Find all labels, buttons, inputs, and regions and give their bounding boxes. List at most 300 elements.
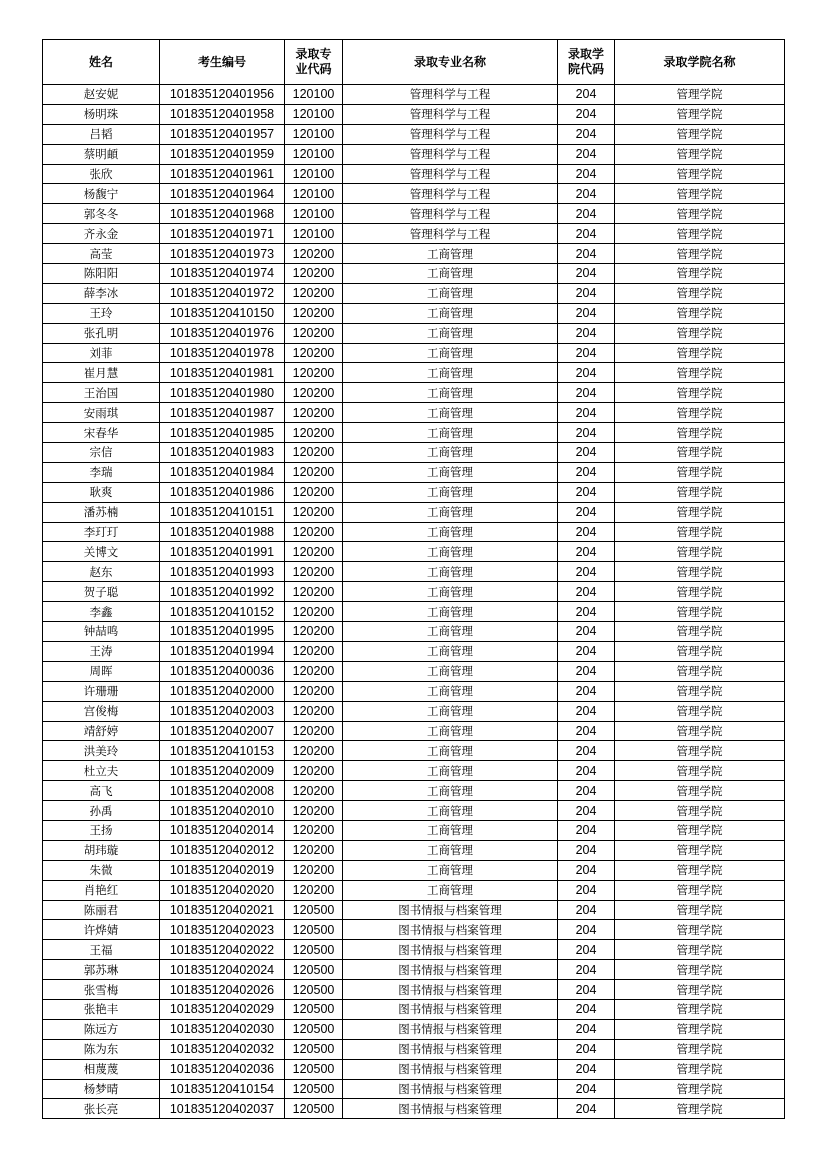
college-name-cell: 管理学院: [615, 104, 785, 124]
name-cell: 郭冬冬: [43, 204, 160, 224]
admission-table: [42, 39, 785, 1119]
college-name-cell: 管理学院: [615, 224, 785, 244]
candidate-id-cell: 101835120402037: [160, 1099, 285, 1119]
table-row: [43, 1059, 785, 1079]
major-code-cell: 120200: [285, 582, 343, 602]
major-name-cell: 工商管理: [343, 264, 558, 284]
candidate-id-cell: 101835120401973: [160, 244, 285, 264]
major-name-cell: 工商管理: [343, 522, 558, 542]
major-code-cell: 120200: [285, 383, 343, 403]
table-row: [43, 1079, 785, 1099]
table-row: [43, 224, 785, 244]
major-name-cell: 管理科学与工程: [343, 224, 558, 244]
name-cell: 张雪梅: [43, 980, 160, 1000]
table-row: [43, 781, 785, 801]
college-code-cell: 204: [558, 323, 615, 343]
table-row: [43, 462, 785, 482]
table-row: [43, 940, 785, 960]
candidate-id-cell: 101835120402022: [160, 940, 285, 960]
table-row: [43, 283, 785, 303]
name-cell: 陈阳阳: [43, 264, 160, 284]
major-code-cell: 120200: [285, 681, 343, 701]
college-name-cell: 管理学院: [615, 781, 785, 801]
name-cell: 王玲: [43, 303, 160, 323]
table-row: [43, 602, 785, 622]
major-name-cell: 图书情报与档案管理: [343, 1039, 558, 1059]
major-code-cell: 120200: [285, 343, 343, 363]
major-code-cell: 120200: [285, 283, 343, 303]
table-row: [43, 999, 785, 1019]
college-name-cell: 管理学院: [615, 940, 785, 960]
major-code-cell: 120200: [285, 661, 343, 681]
name-cell: 崔月慧: [43, 363, 160, 383]
major-name-cell: 工商管理: [343, 741, 558, 761]
candidate-id-cell: 101835120402012: [160, 840, 285, 860]
name-cell: 高莹: [43, 244, 160, 264]
college-code-cell: 204: [558, 860, 615, 880]
major-code-cell: 120500: [285, 920, 343, 940]
major-name-cell: 图书情报与档案管理: [343, 960, 558, 980]
header-row: [43, 40, 785, 85]
major-name-cell: 图书情报与档案管理: [343, 940, 558, 960]
major-name-cell: 工商管理: [343, 403, 558, 423]
name-cell: 胡玮璇: [43, 840, 160, 860]
college-name-cell: 管理学院: [615, 482, 785, 502]
major-code-cell: 120200: [285, 403, 343, 423]
major-code-cell: 120500: [285, 1099, 343, 1119]
name-cell: 许烨婧: [43, 920, 160, 940]
major-name-cell: 工商管理: [343, 681, 558, 701]
college-name-cell: 管理学院: [615, 303, 785, 323]
major-code-cell: 120200: [285, 820, 343, 840]
major-code-cell: 120200: [285, 801, 343, 821]
college-name-cell: 管理学院: [615, 840, 785, 860]
major-name-cell: 工商管理: [343, 443, 558, 463]
candidate-id-cell: 101835120410151: [160, 502, 285, 522]
college-name-cell: 管理学院: [615, 423, 785, 443]
college-code-cell: 204: [558, 701, 615, 721]
major-name-cell: 工商管理: [343, 840, 558, 860]
table-row: [43, 184, 785, 204]
candidate-id-cell: 101835120402010: [160, 801, 285, 821]
college-code-cell: 204: [558, 1019, 615, 1039]
major-code-cell: 120200: [285, 443, 343, 463]
major-name-cell: 管理科学与工程: [343, 85, 558, 105]
college-name-cell: 管理学院: [615, 144, 785, 164]
college-code-cell: 204: [558, 820, 615, 840]
major-code-cell: 120200: [285, 602, 343, 622]
college-code-cell: 204: [558, 880, 615, 900]
major-code-cell: 120200: [285, 860, 343, 880]
college-name-cell: 管理学院: [615, 741, 785, 761]
major-name-cell: 管理科学与工程: [343, 104, 558, 124]
name-cell: 陈丽君: [43, 900, 160, 920]
table-row: [43, 1099, 785, 1119]
college-name-cell: 管理学院: [615, 602, 785, 622]
college-code-cell: 204: [558, 681, 615, 701]
college-code-cell: 204: [558, 940, 615, 960]
table-row: [43, 880, 785, 900]
candidate-id-cell: 101835120402007: [160, 721, 285, 741]
name-cell: 张欣: [43, 164, 160, 184]
major-code-cell: 120200: [285, 741, 343, 761]
college-name-cell: 管理学院: [615, 184, 785, 204]
header-major-name: 录取专业名称: [343, 40, 558, 85]
college-code-cell: 204: [558, 960, 615, 980]
table-row: [43, 622, 785, 642]
table-row: [43, 522, 785, 542]
college-name-cell: 管理学院: [615, 1099, 785, 1119]
table-row: [43, 363, 785, 383]
major-name-cell: 工商管理: [343, 383, 558, 403]
candidate-id-cell: 101835120402009: [160, 761, 285, 781]
major-name-cell: 工商管理: [343, 781, 558, 801]
major-code-cell: 120100: [285, 164, 343, 184]
candidate-id-cell: 101835120401993: [160, 562, 285, 582]
college-code-cell: 204: [558, 761, 615, 781]
major-code-cell: 120200: [285, 622, 343, 642]
college-code-cell: 204: [558, 224, 615, 244]
name-cell: 赵安妮: [43, 85, 160, 105]
table-row: [43, 980, 785, 1000]
major-code-cell: 120500: [285, 1079, 343, 1099]
major-code-cell: 120200: [285, 781, 343, 801]
college-code-cell: 204: [558, 85, 615, 105]
table-row: [43, 801, 785, 821]
college-name-cell: 管理学院: [615, 820, 785, 840]
major-code-cell: 120200: [285, 423, 343, 443]
major-code-cell: 120500: [285, 980, 343, 1000]
college-code-cell: 204: [558, 423, 615, 443]
table-row: [43, 542, 785, 562]
candidate-id-cell: 101835120401959: [160, 144, 285, 164]
name-cell: 宫俊梅: [43, 701, 160, 721]
table-row: [43, 661, 785, 681]
college-name-cell: 管理学院: [615, 681, 785, 701]
major-name-cell: 工商管理: [343, 502, 558, 522]
college-code-cell: 204: [558, 920, 615, 940]
table-row: [43, 502, 785, 522]
candidate-id-cell: 101835120400036: [160, 661, 285, 681]
candidate-id-cell: 101835120410154: [160, 1079, 285, 1099]
major-name-cell: 工商管理: [343, 323, 558, 343]
table-row: [43, 860, 785, 880]
name-cell: 关博文: [43, 542, 160, 562]
name-cell: 薛李冰: [43, 283, 160, 303]
name-cell: 赵东: [43, 562, 160, 582]
major-name-cell: 工商管理: [343, 860, 558, 880]
college-code-cell: 204: [558, 602, 615, 622]
college-code-cell: 204: [558, 184, 615, 204]
college-code-cell: 204: [558, 443, 615, 463]
college-name-cell: 管理学院: [615, 920, 785, 940]
college-code-cell: 204: [558, 582, 615, 602]
major-code-cell: 120500: [285, 999, 343, 1019]
major-name-cell: 管理科学与工程: [343, 124, 558, 144]
candidate-id-cell: 101835120402014: [160, 820, 285, 840]
college-name-cell: 管理学院: [615, 1059, 785, 1079]
name-cell: 肖艳红: [43, 880, 160, 900]
name-cell: 王扬: [43, 820, 160, 840]
name-cell: 王涛: [43, 641, 160, 661]
candidate-id-cell: 101835120401961: [160, 164, 285, 184]
table-row: [43, 721, 785, 741]
college-name-cell: 管理学院: [615, 283, 785, 303]
candidate-id-cell: 101835120401957: [160, 124, 285, 144]
college-code-cell: 204: [558, 363, 615, 383]
table-row: [43, 383, 785, 403]
major-name-cell: 工商管理: [343, 363, 558, 383]
table-row: [43, 343, 785, 363]
table-row: [43, 264, 785, 284]
candidate-id-cell: 101835120401980: [160, 383, 285, 403]
college-code-cell: 204: [558, 661, 615, 681]
major-code-cell: 120500: [285, 960, 343, 980]
college-name-cell: 管理学院: [615, 701, 785, 721]
college-code-cell: 204: [558, 1079, 615, 1099]
table-row: [43, 403, 785, 423]
candidate-id-cell: 101835120402000: [160, 681, 285, 701]
name-cell: 王福: [43, 940, 160, 960]
name-cell: 吕韬: [43, 124, 160, 144]
college-code-cell: 204: [558, 1039, 615, 1059]
college-code-cell: 204: [558, 264, 615, 284]
table-row: [43, 1039, 785, 1059]
table-row: [43, 204, 785, 224]
college-name-cell: 管理学院: [615, 85, 785, 105]
table-row: [43, 920, 785, 940]
college-code-cell: 204: [558, 641, 615, 661]
name-cell: 安雨琪: [43, 403, 160, 423]
candidate-id-cell: 101835120401986: [160, 482, 285, 502]
name-cell: 蔡明頔: [43, 144, 160, 164]
major-name-cell: 工商管理: [343, 244, 558, 264]
candidate-id-cell: 101835120402030: [160, 1019, 285, 1039]
college-name-cell: 管理学院: [615, 383, 785, 403]
table-row: [43, 900, 785, 920]
college-code-cell: 204: [558, 303, 615, 323]
name-cell: 耿爽: [43, 482, 160, 502]
candidate-id-cell: 101835120401984: [160, 462, 285, 482]
major-name-cell: 工商管理: [343, 661, 558, 681]
candidate-id-cell: 101835120402032: [160, 1039, 285, 1059]
candidate-id-cell: 101835120402021: [160, 900, 285, 920]
candidate-id-cell: 101835120402026: [160, 980, 285, 1000]
college-name-cell: 管理学院: [615, 880, 785, 900]
major-name-cell: 工商管理: [343, 820, 558, 840]
major-name-cell: 管理科学与工程: [343, 204, 558, 224]
table-row: [43, 741, 785, 761]
college-name-cell: 管理学院: [615, 403, 785, 423]
major-code-cell: 120200: [285, 761, 343, 781]
college-code-cell: 204: [558, 741, 615, 761]
name-cell: 李瑞: [43, 462, 160, 482]
header-college-code: 录取学 院代码: [558, 40, 615, 85]
candidate-id-cell: 101835120401978: [160, 343, 285, 363]
candidate-id-cell: 101835120402024: [160, 960, 285, 980]
major-name-cell: 工商管理: [343, 582, 558, 602]
major-code-cell: 120200: [285, 502, 343, 522]
major-code-cell: 120200: [285, 244, 343, 264]
name-cell: 贺子聪: [43, 582, 160, 602]
college-name-cell: 管理学院: [615, 999, 785, 1019]
major-code-cell: 120100: [285, 124, 343, 144]
major-code-cell: 120200: [285, 323, 343, 343]
table-row: [43, 144, 785, 164]
college-code-cell: 204: [558, 1099, 615, 1119]
college-code-cell: 204: [558, 801, 615, 821]
major-name-cell: 工商管理: [343, 801, 558, 821]
table-row: [43, 124, 785, 144]
candidate-id-cell: 101835120401956: [160, 85, 285, 105]
major-name-cell: 图书情报与档案管理: [343, 980, 558, 1000]
table-row: [43, 820, 785, 840]
college-name-cell: 管理学院: [615, 502, 785, 522]
major-name-cell: 工商管理: [343, 462, 558, 482]
name-cell: 杨梦晴: [43, 1079, 160, 1099]
candidate-id-cell: 101835120410150: [160, 303, 285, 323]
major-name-cell: 工商管理: [343, 423, 558, 443]
major-code-cell: 120200: [285, 264, 343, 284]
college-name-cell: 管理学院: [615, 323, 785, 343]
major-name-cell: 工商管理: [343, 562, 558, 582]
candidate-id-cell: 101835120401974: [160, 264, 285, 284]
college-code-cell: 204: [558, 482, 615, 502]
college-name-cell: 管理学院: [615, 582, 785, 602]
name-cell: 刘菲: [43, 343, 160, 363]
college-code-cell: 204: [558, 383, 615, 403]
table-row: [43, 681, 785, 701]
candidate-id-cell: 101835120401988: [160, 522, 285, 542]
major-name-cell: 工商管理: [343, 343, 558, 363]
major-name-cell: 管理科学与工程: [343, 184, 558, 204]
major-code-cell: 120500: [285, 940, 343, 960]
major-code-cell: 120200: [285, 701, 343, 721]
name-cell: 许珊珊: [43, 681, 160, 701]
major-name-cell: 图书情报与档案管理: [343, 1099, 558, 1119]
college-code-cell: 204: [558, 204, 615, 224]
college-name-cell: 管理学院: [615, 860, 785, 880]
header-major-code: 录取专 业代码: [285, 40, 343, 85]
college-code-cell: 204: [558, 502, 615, 522]
major-name-cell: 工商管理: [343, 622, 558, 642]
table-row: [43, 641, 785, 661]
name-cell: 孙禹: [43, 801, 160, 821]
header-candidate-id: 考生编号: [160, 40, 285, 85]
college-code-cell: 204: [558, 144, 615, 164]
major-name-cell: 工商管理: [343, 641, 558, 661]
major-code-cell: 120100: [285, 184, 343, 204]
college-name-cell: 管理学院: [615, 462, 785, 482]
major-code-cell: 120200: [285, 840, 343, 860]
college-code-cell: 204: [558, 1059, 615, 1079]
name-cell: 钟喆鸣: [43, 622, 160, 642]
major-name-cell: 图书情报与档案管理: [343, 900, 558, 920]
name-cell: 潘苏楠: [43, 502, 160, 522]
candidate-id-cell: 101835120402029: [160, 999, 285, 1019]
name-cell: 洪美玲: [43, 741, 160, 761]
name-cell: 相蔑蔑: [43, 1059, 160, 1079]
table-row: [43, 244, 785, 264]
name-cell: 宗信: [43, 443, 160, 463]
college-name-cell: 管理学院: [615, 1039, 785, 1059]
college-code-cell: 204: [558, 622, 615, 642]
table-row: [43, 323, 785, 343]
name-cell: 高飞: [43, 781, 160, 801]
major-code-cell: 120100: [285, 204, 343, 224]
college-name-cell: 管理学院: [615, 721, 785, 741]
table-row: [43, 761, 785, 781]
candidate-id-cell: 101835120402036: [160, 1059, 285, 1079]
major-code-cell: 120200: [285, 482, 343, 502]
name-cell: 朱微: [43, 860, 160, 880]
major-name-cell: 工商管理: [343, 283, 558, 303]
candidate-id-cell: 101835120401985: [160, 423, 285, 443]
candidate-id-cell: 101835120401971: [160, 224, 285, 244]
college-name-cell: 管理学院: [615, 761, 785, 781]
college-name-cell: 管理学院: [615, 363, 785, 383]
major-name-cell: 图书情报与档案管理: [343, 1059, 558, 1079]
candidate-id-cell: 101835120401987: [160, 403, 285, 423]
table-row: [43, 1019, 785, 1039]
name-cell: 陈为东: [43, 1039, 160, 1059]
college-code-cell: 204: [558, 124, 615, 144]
college-code-cell: 204: [558, 164, 615, 184]
college-name-cell: 管理学院: [615, 443, 785, 463]
college-name-cell: 管理学院: [615, 204, 785, 224]
college-name-cell: 管理学院: [615, 960, 785, 980]
college-code-cell: 204: [558, 840, 615, 860]
college-name-cell: 管理学院: [615, 562, 785, 582]
college-name-cell: 管理学院: [615, 622, 785, 642]
candidate-id-cell: 101835120401983: [160, 443, 285, 463]
candidate-id-cell: 101835120401994: [160, 641, 285, 661]
candidate-id-cell: 101835120401968: [160, 204, 285, 224]
major-code-cell: 120200: [285, 542, 343, 562]
name-cell: 杨明珠: [43, 104, 160, 124]
college-code-cell: 204: [558, 980, 615, 1000]
name-cell: 靖舒婷: [43, 721, 160, 741]
header-college-name: 录取学院名称: [615, 40, 785, 85]
major-name-cell: 工商管理: [343, 880, 558, 900]
name-cell: 李玎玎: [43, 522, 160, 542]
college-code-cell: 204: [558, 283, 615, 303]
college-name-cell: 管理学院: [615, 343, 785, 363]
major-name-cell: 图书情报与档案管理: [343, 1079, 558, 1099]
candidate-id-cell: 101835120401958: [160, 104, 285, 124]
name-cell: 王治国: [43, 383, 160, 403]
major-name-cell: 工商管理: [343, 761, 558, 781]
major-code-cell: 120200: [285, 363, 343, 383]
major-name-cell: 工商管理: [343, 303, 558, 323]
college-name-cell: 管理学院: [615, 1079, 785, 1099]
college-code-cell: 204: [558, 900, 615, 920]
major-code-cell: 120200: [285, 641, 343, 661]
major-name-cell: 工商管理: [343, 701, 558, 721]
name-cell: 张长亮: [43, 1099, 160, 1119]
candidate-id-cell: 101835120401992: [160, 582, 285, 602]
college-name-cell: 管理学院: [615, 980, 785, 1000]
table-row: [43, 303, 785, 323]
candidate-id-cell: 101835120402008: [160, 781, 285, 801]
major-code-cell: 120500: [285, 1059, 343, 1079]
college-code-cell: 204: [558, 781, 615, 801]
major-code-cell: 120200: [285, 522, 343, 542]
candidate-id-cell: 101835120410152: [160, 602, 285, 622]
major-name-cell: 图书情报与档案管理: [343, 920, 558, 940]
major-code-cell: 120500: [285, 1039, 343, 1059]
table-row: [43, 164, 785, 184]
